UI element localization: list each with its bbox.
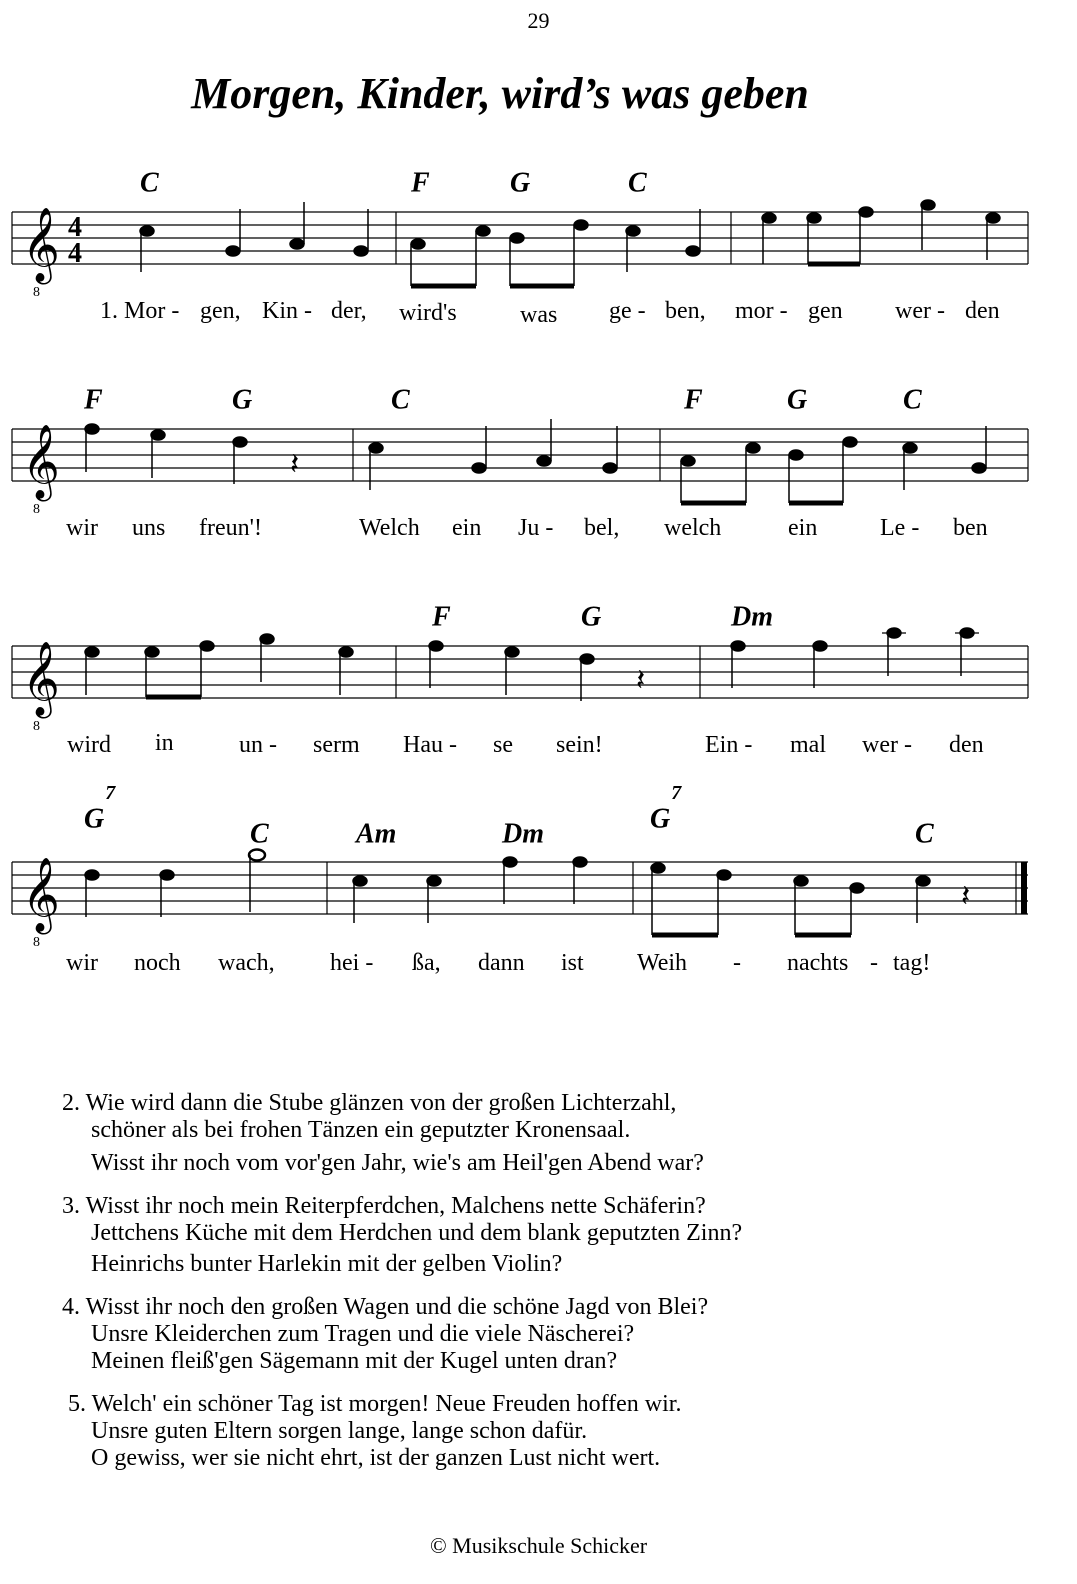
lyric-syllable: ge - bbox=[609, 298, 646, 324]
lyric-syllable: freun'! bbox=[199, 515, 262, 541]
chord-symbol: G bbox=[510, 167, 531, 199]
copyright: © Musikschule Schicker bbox=[429, 1533, 648, 1558]
lyric-syllable: wir bbox=[66, 950, 98, 976]
verse-3 bbox=[62, 1193, 742, 1278]
lyric-syllable: bel, bbox=[584, 515, 620, 541]
lyric-syllable: der, bbox=[331, 298, 367, 324]
verse-5 bbox=[68, 1391, 742, 1472]
chord-symbol: Am bbox=[356, 818, 397, 850]
verse-line: Unsre guten Eltern sorgen lange, lange schon dafür. bbox=[91, 1418, 588, 1444]
lyric-syllable: ein bbox=[788, 515, 818, 541]
lyric-syllable: ben, bbox=[665, 298, 706, 324]
quarter-rest-icon: 𝄽 bbox=[961, 879, 971, 914]
lyric-syllable: wird bbox=[67, 732, 111, 758]
verse-line: Heinrichs bunter Harlekin mit der gelben Violin? bbox=[91, 1251, 563, 1277]
lyric-syllable: sein! bbox=[556, 732, 603, 758]
lyric-syllable: nachts bbox=[787, 950, 849, 976]
chord-symbol: F bbox=[684, 384, 703, 416]
lyric-syllable: un - bbox=[239, 732, 277, 758]
chord-symbol: Dm bbox=[731, 601, 773, 633]
chord-symbol: F bbox=[411, 167, 430, 199]
chord-symbol: G bbox=[787, 384, 808, 416]
lyric-syllable: Le - bbox=[880, 515, 920, 541]
lyric-syllable: mal bbox=[790, 732, 826, 758]
chord-symbol: C bbox=[903, 384, 922, 416]
lyric-syllable: was bbox=[520, 302, 558, 328]
lyric-syllable: den bbox=[949, 732, 984, 758]
svg-text:8: 8 bbox=[33, 935, 40, 950]
lyric-syllable: se bbox=[493, 732, 513, 758]
verse-line: 5. Welch' ein schöner Tag ist morgen! Neue Freuden hoffen wir. bbox=[68, 1391, 682, 1417]
quarter-rest-icon: 𝄽 bbox=[290, 447, 300, 482]
lyric-syllable: wir bbox=[66, 515, 98, 541]
lyric-syllable: 1. Mor - bbox=[100, 298, 180, 324]
chord-symbol: F bbox=[84, 384, 103, 416]
verse-line: O gewiss, wer sie nicht ehrt, ist der ganzen Lust nicht wert. bbox=[91, 1445, 661, 1471]
time-signature-top: 4 bbox=[68, 212, 82, 243]
verse-2 bbox=[62, 1090, 742, 1177]
lyric-syllable: den bbox=[965, 298, 1000, 324]
lyric-syllable: Hau - bbox=[403, 732, 457, 758]
lyric-syllable: in bbox=[155, 730, 174, 756]
verse-line: 4. Wisst ihr noch den großen Wagen und die schöne Jagd von Blei? bbox=[62, 1294, 709, 1320]
chord-symbol: G bbox=[232, 384, 253, 416]
verse-line: Unsre Kleiderchen zum Tragen und die viele Näscherei? bbox=[91, 1321, 635, 1347]
lyric-syllable: noch bbox=[134, 950, 181, 976]
song-title: Morgen, Kinder, wird’s was geben bbox=[191, 69, 809, 118]
chord-symbol: $G^7$ bbox=[650, 782, 682, 835]
page-number: 29 bbox=[527, 8, 550, 33]
lyric-syllable: Weih bbox=[637, 950, 688, 976]
svg-text:8: 8 bbox=[33, 285, 40, 300]
verse-line: Meinen fleiß'gen Sägemann mit der Kugel unten dran? bbox=[91, 1348, 618, 1374]
lyric-syllable: Ein - bbox=[705, 732, 753, 758]
verse-line: Wisst ihr noch vom vor'gen Jahr, wie's am Heil'gen Abend war? bbox=[91, 1150, 704, 1176]
chord-symbol: Dm bbox=[502, 818, 544, 850]
treble-clef-icon: 𝄞 bbox=[22, 425, 60, 499]
lyric-syllable: Ju - bbox=[518, 515, 554, 541]
treble-clef-icon: 𝄞 bbox=[22, 858, 60, 932]
svg-text:8: 8 bbox=[33, 719, 40, 734]
lyric-syllable: wer - bbox=[862, 732, 912, 758]
lyric-syllable: wer - bbox=[895, 298, 945, 324]
lyric-syllable: - bbox=[870, 950, 878, 976]
lyric-syllable: mor - bbox=[735, 298, 788, 324]
quarter-rest-icon: 𝄽 bbox=[636, 663, 646, 698]
verse-line: Jettchens Küche mit dem Herdchen und dem blank geputzten Zinn? bbox=[91, 1220, 743, 1246]
verses bbox=[62, 1090, 742, 1488]
treble-clef-icon: 𝄞 bbox=[22, 642, 60, 716]
chord-symbol: F bbox=[432, 601, 451, 633]
lyric-syllable: serm bbox=[313, 732, 360, 758]
treble-clef-icon: 𝄞 bbox=[22, 208, 60, 282]
chord-symbol: C bbox=[391, 384, 410, 416]
lyric-syllable: tag! bbox=[893, 950, 931, 976]
lyric-syllable: welch bbox=[664, 515, 722, 541]
chord-symbol: C bbox=[250, 818, 269, 850]
time-signature-bottom: 4 bbox=[68, 238, 82, 269]
verse-line: schöner als bei frohen Tänzen ein geputzter Kronensaal. bbox=[91, 1117, 631, 1143]
lyric-syllable: gen, bbox=[200, 298, 241, 324]
verse-4 bbox=[62, 1294, 742, 1375]
lyric-syllable: ein bbox=[452, 515, 482, 541]
chord-symbol: $G^7$ bbox=[84, 782, 116, 835]
svg-text:8: 8 bbox=[33, 502, 40, 517]
chord-symbol: C bbox=[915, 818, 934, 850]
lyric-syllable: uns bbox=[132, 515, 166, 541]
chord-symbol: C bbox=[140, 167, 159, 199]
chord-symbol: C bbox=[628, 167, 647, 199]
chord-symbol: G bbox=[581, 601, 602, 633]
lyric-syllable: - bbox=[733, 950, 741, 976]
lyric-syllable: ben bbox=[953, 515, 988, 541]
verse-line: 2. Wie wird dann die Stube glänzen von der großen Lichterzahl, bbox=[62, 1090, 677, 1116]
lyric-syllable: wach, bbox=[218, 950, 275, 976]
lyric-syllable: wird's bbox=[399, 300, 457, 326]
lyric-syllable: Welch bbox=[359, 515, 420, 541]
lyric-syllable: gen bbox=[808, 298, 843, 324]
lyric-syllable: ist bbox=[561, 950, 584, 976]
lyric-syllable: Kin - bbox=[262, 298, 312, 324]
lyric-syllable: hei - bbox=[330, 950, 374, 976]
lyric-syllable: dann bbox=[478, 950, 525, 976]
verse-line: 3. Wisst ihr noch mein Reiterpferdchen, Malchens nette Schäferin? bbox=[62, 1193, 706, 1219]
lyric-syllable: ßa, bbox=[412, 950, 441, 976]
